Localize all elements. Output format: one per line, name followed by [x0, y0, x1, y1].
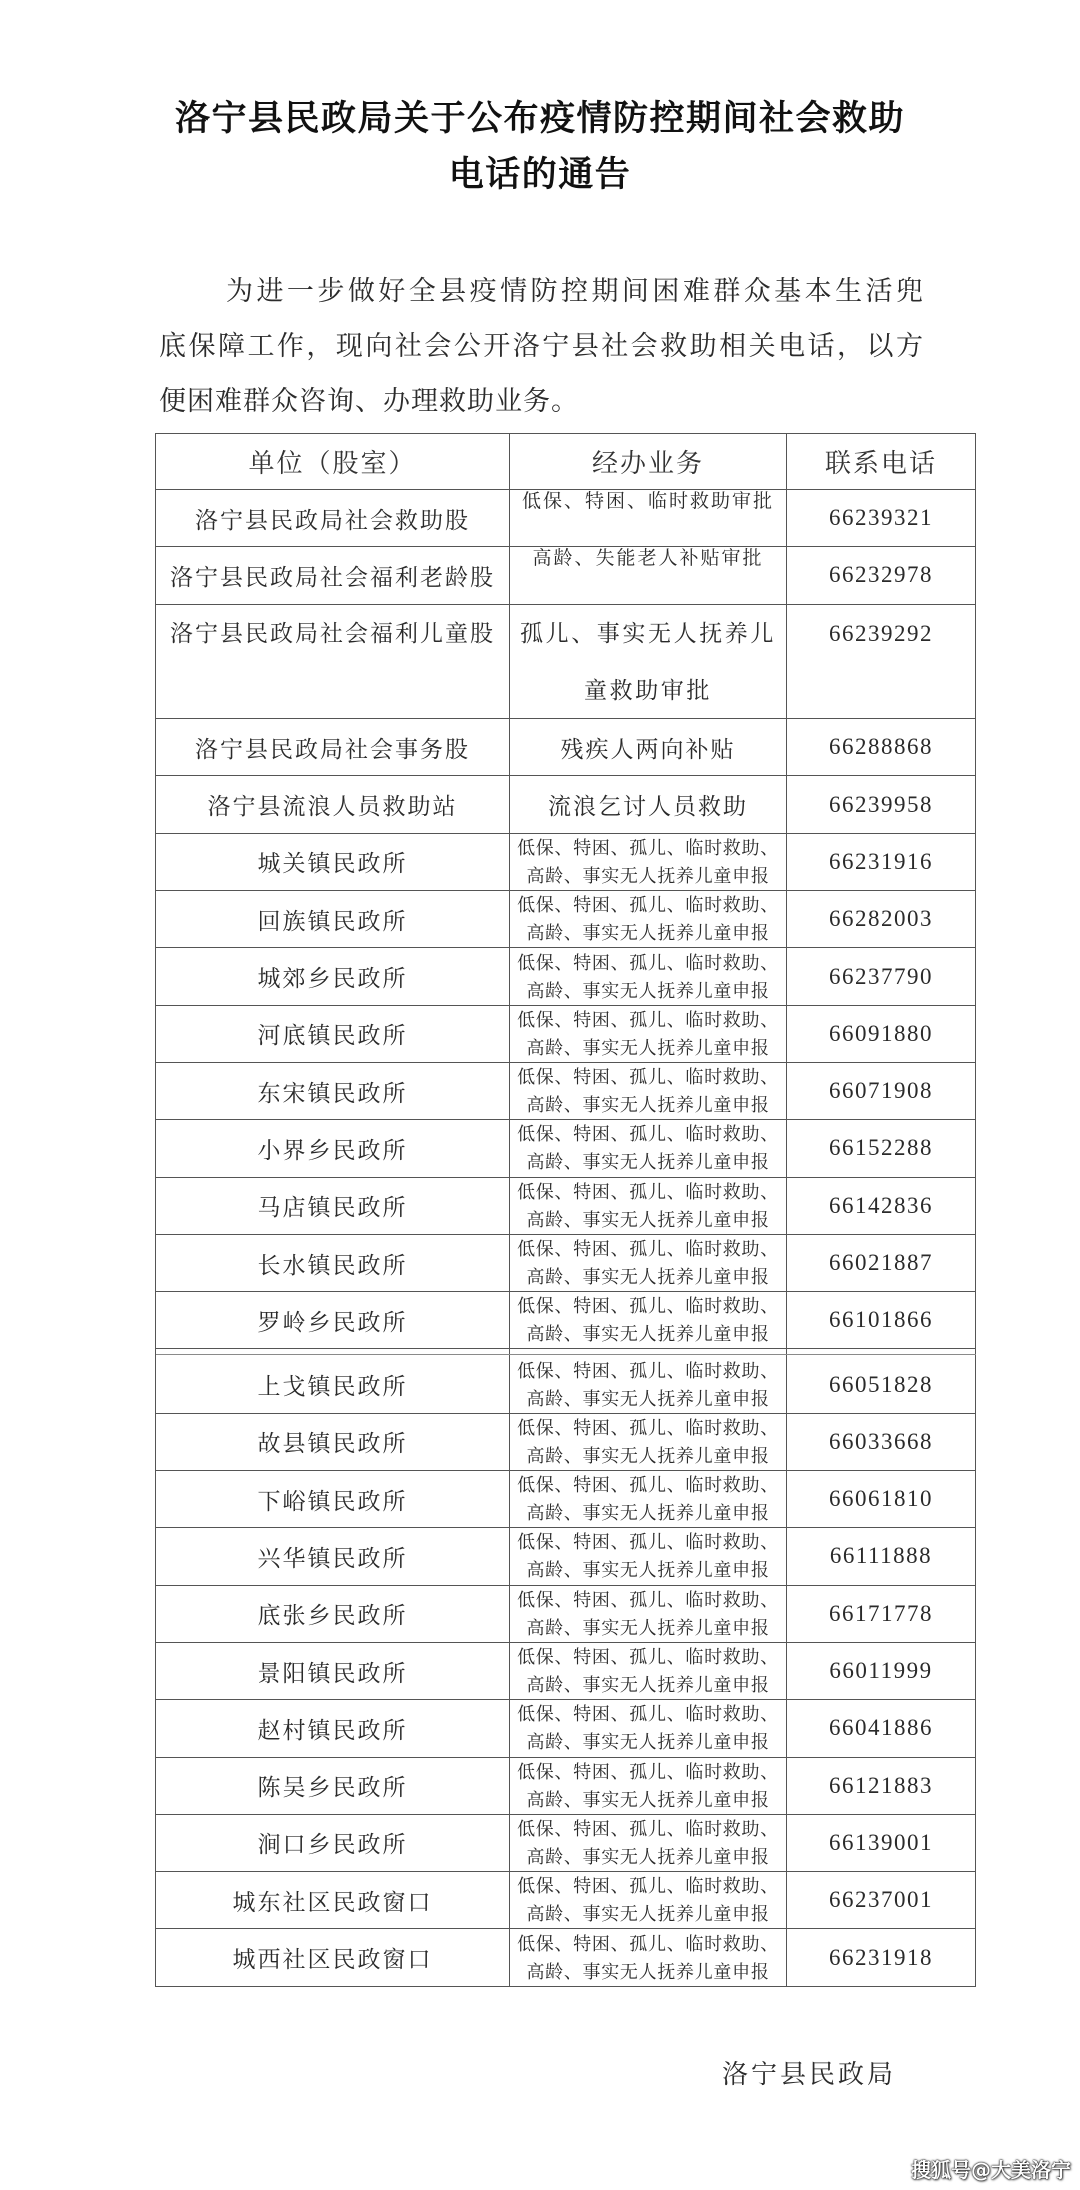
- unit-cell: 回族镇民政所: [156, 891, 510, 948]
- table-row: [156, 605, 976, 720]
- unit-cell: 河底镇民政所: [156, 1006, 510, 1063]
- phone-cell: 66239292: [787, 605, 976, 720]
- phone-cell: 66232978: [787, 547, 976, 604]
- business-line: 高龄、事实无人抚养儿童申报: [526, 1209, 770, 1230]
- table-row: [156, 1643, 976, 1700]
- table-row: [156, 490, 976, 547]
- table-row: [156, 1586, 976, 1643]
- unit-cell: 罗岭乡民政所: [156, 1292, 510, 1349]
- title-line-2: 电话的通告: [448, 155, 632, 194]
- unit-cell: 洛宁县民政局社会救助股: [156, 490, 510, 547]
- phone-cell: 66021887: [787, 1235, 976, 1292]
- issuer-signature: 洛宁县民政局: [722, 2060, 897, 2089]
- unit-cell: 城东社区民政窗口: [156, 1872, 510, 1929]
- unit-cell: 兴华镇民政所: [156, 1528, 510, 1585]
- table-row: [156, 1872, 976, 1929]
- business-line: 低保、特困、孤儿、临时救助、: [517, 895, 779, 916]
- business-cell: [510, 1349, 787, 1413]
- unit-cell: 上戈镇民政所: [156, 1349, 510, 1413]
- notice-title: [0, 91, 1080, 203]
- table-row: [156, 719, 976, 776]
- phone-cell: 66139001: [787, 1815, 976, 1872]
- unit-cell: 故县镇民政所: [156, 1414, 510, 1471]
- business-cell: [510, 1471, 787, 1528]
- business-line: 低保、特困、临时救助审批: [521, 491, 774, 512]
- unit-cell: 城郊乡民政所: [156, 948, 510, 1005]
- unit-cell: 城关镇民政所: [156, 834, 510, 891]
- phone-cell: 66152288: [787, 1120, 976, 1177]
- business-line: 高龄、事实无人抚养儿童申报: [526, 1904, 770, 1925]
- unit-cell: 城西社区民政窗口: [156, 1929, 510, 1986]
- business-line: 低保、特困、孤儿、临时救助、: [517, 952, 779, 973]
- unit-cell: 洛宁县流浪人员救助站: [156, 776, 510, 833]
- business-line: 低保、特困、孤儿、临时救助、: [517, 1475, 779, 1496]
- phone-cell: 66111888: [787, 1528, 976, 1585]
- table-row: [156, 834, 976, 891]
- unit-cell: 赵村镇民政所: [156, 1700, 510, 1757]
- phone-cell: 66041886: [787, 1700, 976, 1757]
- business-cell: [510, 1414, 787, 1471]
- table-body: [156, 490, 976, 1987]
- business-line: 低保、特困、孤儿、临时救助、: [517, 1181, 779, 1202]
- table-row: [156, 1292, 976, 1349]
- business-line: 高龄、事实无人抚养儿童申报: [526, 1388, 770, 1409]
- unit-cell: 小界乡民政所: [156, 1120, 510, 1177]
- business-line: 高龄、事实无人抚养儿童申报: [526, 1152, 770, 1173]
- business-line: 高龄、事实无人抚养儿童申报: [526, 1037, 770, 1058]
- business-line: 低保、特困、孤儿、临时救助、: [517, 1239, 779, 1259]
- unit-cell: 东宋镇民政所: [156, 1063, 510, 1120]
- phone-cell: 66239958: [787, 776, 976, 833]
- phone-cell: 66033668: [787, 1414, 976, 1471]
- unit-cell: 陈吴乡民政所: [156, 1758, 510, 1815]
- phone-cell: 66231916: [787, 834, 976, 891]
- business-cell: [510, 1758, 787, 1815]
- business-cell: [510, 891, 787, 948]
- business-line: 高龄、事实无人抚养儿童申报: [526, 980, 770, 1001]
- intro-paragraph: [159, 264, 924, 429]
- header-business: 经办业务: [510, 434, 787, 490]
- phone-cell: 66091880: [787, 1006, 976, 1063]
- table-row: [156, 1235, 976, 1292]
- table-header-row: [156, 434, 976, 490]
- business-cell: [510, 834, 787, 891]
- phone-cell: 66121883: [787, 1758, 976, 1815]
- phone-cell: 66237001: [787, 1872, 976, 1929]
- unit-cell: 景阳镇民政所: [156, 1643, 510, 1700]
- business-cell: [510, 1929, 787, 1986]
- business-line: 低保、特困、孤儿、临时救助、: [517, 1296, 779, 1317]
- phone-cell: 66231918: [787, 1929, 976, 1986]
- business-cell: [510, 1120, 787, 1177]
- header-phone: 联系电话: [787, 434, 976, 490]
- business-line: 低保、特困、孤儿、临时救助、: [517, 1704, 779, 1725]
- phone-cell: 66282003: [787, 891, 976, 948]
- business-line: 流浪乞讨人员救助: [548, 794, 748, 820]
- table-row: [156, 1120, 976, 1177]
- business-cell: [510, 1063, 787, 1120]
- table-row: [156, 1349, 976, 1413]
- business-line: 低保、特困、孤儿、临时救助、: [517, 1647, 779, 1668]
- phone-cell: 66237790: [787, 948, 976, 1005]
- table-row: [156, 948, 976, 1005]
- business-line: 低保、特困、孤儿、临时救助、: [517, 1761, 779, 1782]
- business-line: 高龄、事实无人抚养儿童申报: [526, 1560, 770, 1581]
- phone-cell: 66101866: [787, 1292, 976, 1349]
- business-line: 高龄、事实无人抚养儿童申报: [526, 1961, 770, 1982]
- business-cell: [510, 1872, 787, 1929]
- unit-cell: 底张乡民政所: [156, 1586, 510, 1643]
- business-cell: [510, 1700, 787, 1757]
- table-row: [156, 891, 976, 948]
- business-line: 高龄、事实无人抚养儿童申报: [526, 1445, 770, 1466]
- business-line: 低保、特困、孤儿、临时救助、: [517, 1360, 779, 1381]
- business-cell: [510, 719, 787, 776]
- intro-line: 为进一步做好全县疫情防控期间困难群众基本生活兜: [226, 276, 924, 306]
- business-line: 低保、特困、孤儿、临时救助、: [517, 1532, 779, 1553]
- header-unit: 单位（股室）: [156, 434, 510, 490]
- business-cell: [510, 948, 787, 1005]
- phone-cell: 66288868: [787, 719, 976, 776]
- table-row: [156, 1471, 976, 1528]
- table-row: [156, 1758, 976, 1815]
- unit-cell: 涧口乡民政所: [156, 1815, 510, 1872]
- business-line: 高龄、失能老人补贴审批: [532, 548, 764, 570]
- intro-line: 底保障工作，现向社会公开洛宁县社会救助相关电话，以方: [159, 331, 924, 361]
- phone-cell: 66011999: [787, 1643, 976, 1700]
- business-line: 高龄、事实无人抚养儿童申报: [526, 1617, 770, 1638]
- table-row: [156, 1006, 976, 1063]
- phone-cell: 66142836: [787, 1178, 976, 1235]
- title-line-1: 洛宁县民政局关于公布疫情防控期间社会救助: [174, 99, 905, 138]
- business-line: 低保、特困、孤儿、临时救助、: [517, 1876, 779, 1897]
- table-row: [156, 1528, 976, 1585]
- phone-cell: 66051828: [787, 1349, 976, 1413]
- table-row: [156, 1178, 976, 1235]
- phone-cell: 66061810: [787, 1471, 976, 1528]
- business-cell: [510, 490, 787, 547]
- business-cell: [510, 605, 787, 720]
- business-line: 低保、特困、孤儿、临时救助、: [517, 1818, 779, 1839]
- business-cell: [510, 1178, 787, 1235]
- business-line: 高龄、事实无人抚养儿童申报: [526, 1789, 770, 1810]
- business-line: 高龄、事实无人抚养儿童申报: [526, 1846, 770, 1867]
- business-line: 低保、特困、孤儿、临时救助、: [517, 1009, 779, 1030]
- business-cell: [510, 547, 787, 604]
- business-line: 童救助审批: [584, 677, 712, 703]
- phone-cell: 66239321: [787, 490, 976, 547]
- table-row: [156, 1815, 976, 1872]
- business-cell: [510, 1586, 787, 1643]
- business-line: 高龄、事实无人抚养儿童申报: [526, 1324, 770, 1345]
- table-row: [156, 776, 976, 833]
- table-row: [156, 547, 976, 604]
- business-line: 孤儿、事实无人抚养儿: [520, 620, 776, 646]
- unit-cell: 长水镇民政所: [156, 1235, 510, 1292]
- unit-cell: 洛宁县民政局社会事务股: [156, 719, 510, 776]
- unit-cell: 洛宁县民政局社会福利儿童股: [156, 605, 510, 720]
- contact-table: [155, 433, 976, 1987]
- table-row: [156, 1700, 976, 1757]
- business-line: 低保、特困、孤儿、临时救助、: [517, 1417, 779, 1438]
- business-line: 低保、特困、孤儿、临时救助、: [517, 1124, 779, 1145]
- watermark: 搜狐号@大美洛宁: [911, 2158, 1071, 2182]
- business-cell: [510, 776, 787, 833]
- business-line: 低保、特困、孤儿、临时救助、: [517, 837, 779, 858]
- business-line: 高龄、事实无人抚养儿童申报: [526, 1503, 770, 1524]
- phone-cell: 66171778: [787, 1586, 976, 1643]
- business-line: 高龄、事实无人抚养儿童申报: [526, 1267, 770, 1287]
- business-cell: [510, 1528, 787, 1585]
- business-cell: [510, 1292, 787, 1349]
- business-line: 低保、特困、孤儿、临时救助、: [517, 1933, 779, 1954]
- table-row: [156, 1063, 976, 1120]
- business-cell: [510, 1643, 787, 1700]
- phone-cell: 66071908: [787, 1063, 976, 1120]
- business-cell: [510, 1235, 787, 1292]
- table-row: [156, 1414, 976, 1471]
- business-line: 残疾人两向补贴: [560, 736, 736, 762]
- unit-cell: 洛宁县民政局社会福利老龄股: [156, 547, 510, 604]
- business-line: 高龄、事实无人抚养儿童申报: [526, 865, 770, 886]
- business-line: 低保、特困、孤儿、临时救助、: [517, 1067, 779, 1088]
- unit-cell: 马店镇民政所: [156, 1178, 510, 1235]
- business-line: 高龄、事实无人抚养儿童申报: [526, 1732, 770, 1753]
- intro-line: 便困难群众咨询、办理救助业务。: [159, 386, 579, 416]
- business-line: 高龄、事实无人抚养儿童申报: [526, 923, 770, 944]
- unit-cell: 下峪镇民政所: [156, 1471, 510, 1528]
- business-cell: [510, 1815, 787, 1872]
- business-line: 高龄、事实无人抚养儿童申报: [526, 1675, 770, 1696]
- business-line: 低保、特困、孤儿、临时救助、: [517, 1589, 779, 1610]
- table-row: [156, 1929, 976, 1986]
- business-cell: [510, 1006, 787, 1063]
- business-line: 高龄、事实无人抚养儿童申报: [526, 1095, 770, 1116]
